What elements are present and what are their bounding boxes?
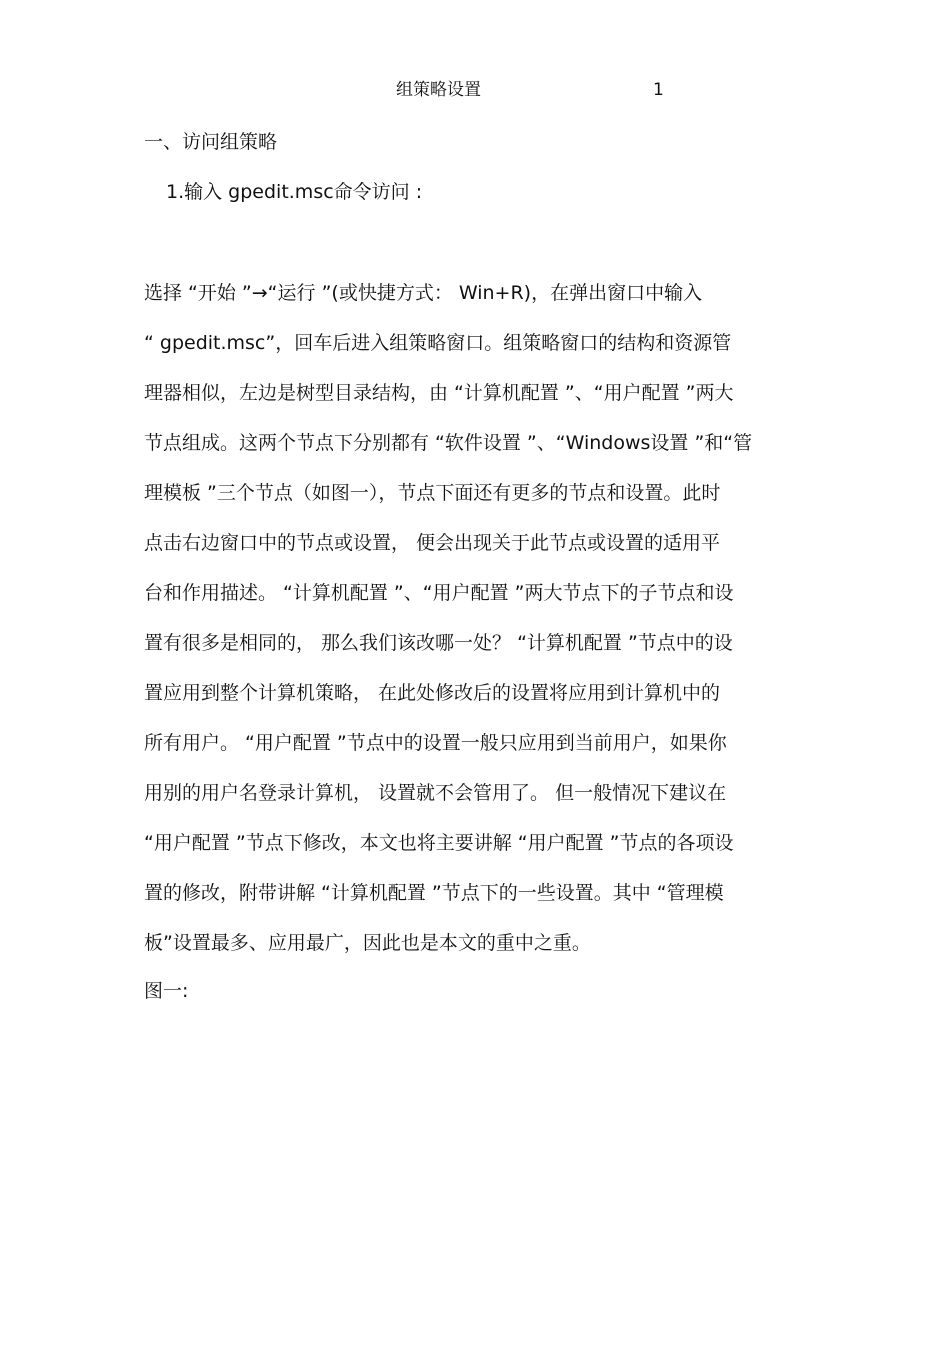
body-line: 置应用到整个计算机策略， 在此处修改后的设置将应用到计算机中的 [144,682,721,704]
body-line: 台和作用描述。 “计算机配置 ”、“用户配置 ”两大节点下的子节点和设 [144,582,734,604]
body-line: “ gpedit.msc”，回车后进入组策略窗口。组策略窗口的结构和资源管 [144,332,732,354]
body-line: 置的修改，附带讲解 “计算机配置 ”节点下的一些设置。其中 “管理模 [144,882,724,904]
body-line: 置有很多是相同的， 那么我们该改哪一处？ “计算机配置 ”节点中的设 [144,632,733,654]
body-line: 板”设置最多、应用最广，因此也是本文的重中之重。 [144,932,591,954]
body-line: 用别的用户名登录计算机， 设置就不会管用了。 但一般情况下建议在 [144,782,727,804]
body-paragraph [144,279,809,979]
body-line: 节点组成。这两个节点下分别都有 “软件设置 ”、“Windows设置 ”和“管 [144,432,753,454]
body-line: “用户配置 ”节点下修改，本文也将主要讲解 “用户配置 ”节点的各项设 [144,832,734,854]
section-heading: 一、访问组策略 [144,131,278,153]
body-line: 所有用户。 “用户配置 ”节点中的设置一般只应用到当前用户，如果你 [144,732,727,754]
page-header-title: 组策略设置 [396,80,481,100]
body-line: 点击右边窗口中的节点或设置， 便会出现关于此节点或设置的适用平 [144,532,721,554]
page-number: 1 [653,80,664,100]
body-line: 理器相似，左边是树型目录结构，由 “计算机配置 ”、“用户配置 ”两大 [144,382,734,404]
figure-caption: 图一: [144,980,189,1002]
subsection-heading: 1.输入 gpedit.msc命令访问 : [166,181,423,203]
body-line: 选择 “开始 ”→“运行 ”(或快捷方式： Win+R)，在弹出窗口中输入 [144,282,703,304]
body-line: 理模板 ”三个节点（如图一），节点下面还有更多的节点和设置。此时 [144,482,721,504]
